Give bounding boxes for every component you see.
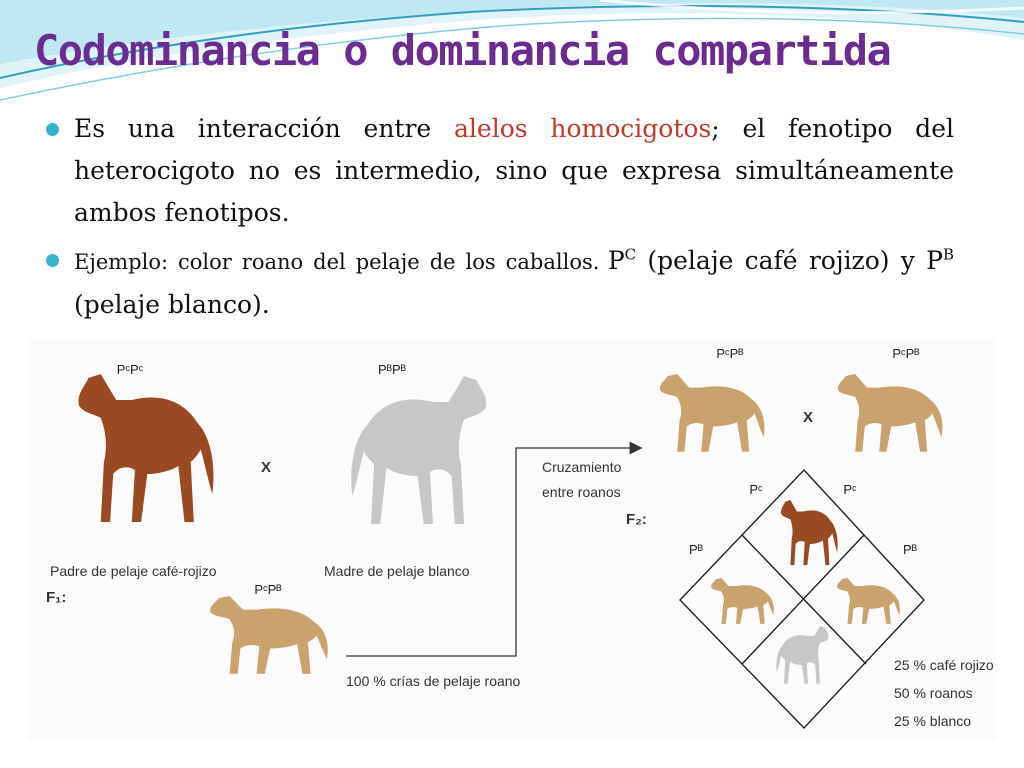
f1-genotype: PᶜPᴮ <box>254 582 282 597</box>
definition-highlight: alelos homocigotos <box>454 114 712 143</box>
cross-label-line-2: entre roanos <box>542 484 621 500</box>
punnett-allele-right: Pᴮ <box>902 542 918 557</box>
bullet-definition <box>46 108 954 234</box>
example-text-start: Ejemplo: color roano del pelaje de los caballos. <box>74 250 600 274</box>
bullet-dot-icon <box>46 254 59 267</box>
definition-text-end: ; el fenotipo del heterocigoto no es intermedio, sino que expresa simultáneamente ambos fenotipos. <box>74 114 954 227</box>
bullet-example <box>46 240 954 328</box>
example-text-middle: (pelaje café rojizo) y <box>636 246 927 275</box>
f2-cross-symbol: X <box>802 409 814 426</box>
slide-title: Codominancia o dominancia compartida <box>34 26 891 75</box>
mother-label: Madre de pelaje blanco <box>324 563 470 579</box>
mother-genotype: PᴮPᴮ <box>377 362 407 377</box>
f2-parent-genotype-2: PᶜPᴮ <box>892 346 920 361</box>
ratio-roan: 50 % roanos <box>894 685 973 701</box>
f2-label: F₂: <box>626 511 647 528</box>
ratio-white: 25 % blanco <box>894 713 972 729</box>
cross-label-line-1: Cruzamiento <box>542 459 622 475</box>
father-genotype: PᶜPᶜ <box>116 362 144 377</box>
f2-parent-genotype-1: PᶜPᴮ <box>716 346 744 361</box>
example-text-end: (pelaje blanco). <box>74 290 270 319</box>
f1-result: 100 % crías de pelaje roano <box>346 673 521 689</box>
definition-text-start: Es una interacción entre <box>74 114 455 143</box>
codominance-figure <box>28 338 996 740</box>
example-allele-b: $P^B$ <box>926 245 955 275</box>
ratio-roan-chestnut: 25 % café rojizo <box>894 657 994 673</box>
cross-symbol: X <box>260 459 272 476</box>
punnett-allele-top-right: Pᶜ <box>843 482 857 497</box>
bullet-list <box>46 108 954 328</box>
example-allele-c: $P^C$ <box>607 245 637 275</box>
punnett-allele-left: Pᴮ <box>688 542 704 557</box>
bullet-dot-icon <box>46 123 59 136</box>
father-label: Padre de pelaje café-rojizo <box>50 563 217 579</box>
punnett-allele-top-left: Pᶜ <box>749 482 763 497</box>
f1-label: F₁: <box>46 589 67 606</box>
